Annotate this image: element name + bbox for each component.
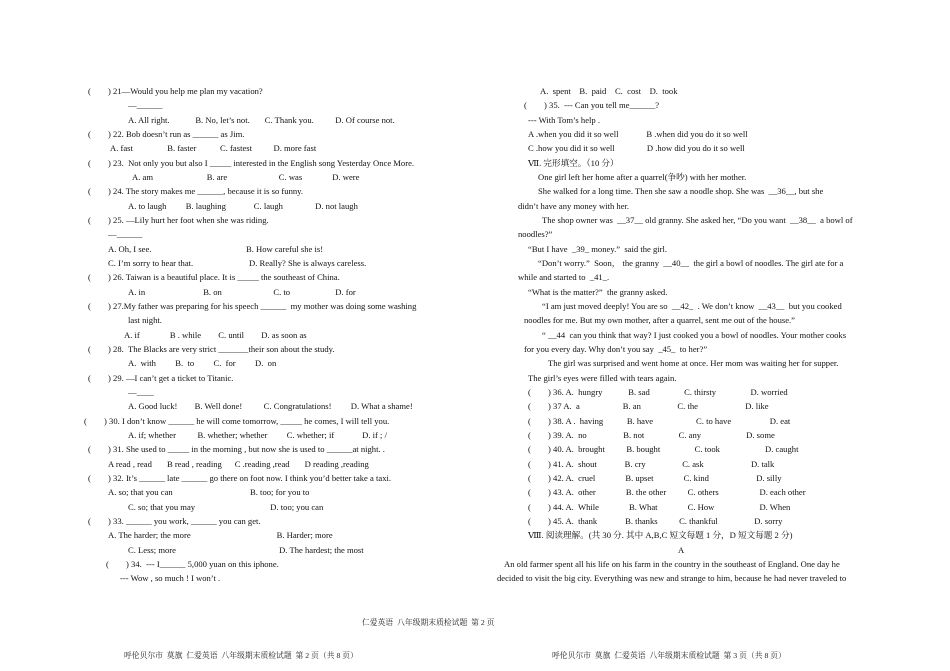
left-line-26: A read , read B read , reading C .reading ,read D reading ,reading bbox=[108, 459, 369, 469]
left-line-12: C. I’m sorry to hear that. D. Really? She is always careless. bbox=[108, 258, 367, 268]
left-line-21: —____ bbox=[128, 387, 154, 397]
left-line-5: ( ) 23. Not only you but also I _____ interested in the English song Yesterday Once More. bbox=[88, 158, 415, 168]
left-line-2: A. All right. B. No, let’s not. C. Thank you. D. Of course not. bbox=[128, 115, 395, 125]
right-line-3: A .when you did it so well B .when did you do it so well bbox=[528, 129, 748, 139]
right-line-24: ( ) 39. A. no B. not C. any D. some bbox=[528, 430, 775, 440]
right-line-10: noodles?” bbox=[518, 229, 553, 239]
left-line-6: A. am B. are C. was D. were bbox=[132, 172, 360, 182]
left-line-34: --- Wow , so much ! I won’t . bbox=[120, 573, 221, 583]
right-line-33: An old farmer spent all his life on his farm in the country in the southeast of England. One day he bbox=[504, 559, 840, 569]
footer-center-page-label: 仁爱英语 八年级期末质检试题 第 2 页 bbox=[362, 618, 495, 627]
right-line-27: ( ) 42. A. cruel B. upset C. kind D. silly bbox=[528, 473, 782, 483]
left-line-28: A. so; that you can B. too; for you to bbox=[108, 487, 310, 497]
left-line-14: A. in B. on C. to D. for bbox=[128, 287, 356, 297]
left-line-8: A. to laugh B. laughing C. laugh D. not laugh bbox=[128, 201, 358, 211]
right-line-11: “But I have _39_ money.” said the girl. bbox=[528, 244, 668, 254]
left-line-23: ( ) 30. I don’t know ______ he will come tomorrow, _____ he comes, I will tell you. bbox=[84, 416, 390, 426]
left-line-31: A. The harder; the more B. Harder; more bbox=[108, 530, 333, 540]
right-line-29: ( ) 44. A. While B. What C. How D. When bbox=[528, 502, 791, 512]
right-line-5: Ⅶ. 完形填空。（10 分） bbox=[528, 158, 619, 168]
left-line-20: ( ) 29. —I can’t get a ticket to Titanic. bbox=[88, 373, 234, 383]
right-line-0: A. spent B. paid C. cost D. took bbox=[540, 86, 678, 96]
footer-left-page-label: 呼伦贝尔市 莫旗 仁爱英语 八年级期末质检试题 第 2 页（共 8 页） bbox=[124, 651, 358, 660]
left-line-25: ( ) 31. She used to _____ in the morning , but now she is used to ______at night. . bbox=[88, 444, 385, 454]
left-line-17: A. if B . while C. until D. as soon as bbox=[124, 330, 307, 340]
right-line-25: ( ) 40. A. brought B. bought C. took D. caught bbox=[528, 444, 799, 454]
left-line-15: ( ) 27.My father was preparing for his speech ______ my mother was doing some washing bbox=[88, 301, 417, 311]
left-line-7: ( ) 24. The story makes me ______, because it is so funny. bbox=[88, 186, 304, 196]
right-line-32: A bbox=[678, 545, 685, 555]
right-line-15: “I am just moved deeply! You are so __42_ . We don’t know __43__ but you cooked bbox=[542, 301, 842, 311]
left-line-24: A. if; whether B. whether; whether C. whether; if D. if ; / bbox=[128, 430, 387, 440]
right-line-31: Ⅷ. 阅读理解。(共 30 分. 其中 A,B,C 短文每题 1 分，D 短文每题 2 分) bbox=[528, 530, 793, 540]
right-line-17: “ __44 can you think that way? I just cooked you a bowl of noodles. Your mother cooks bbox=[542, 330, 847, 340]
footer-right-page-label: 呼伦贝尔市 莫旗 仁爱英语 八年级期末质检试题 第 3 页（共 8 页） bbox=[552, 651, 786, 660]
right-line-34: decided to visit the big city. Everything was new and strange to him, because he had never traveled to bbox=[497, 573, 847, 583]
left-line-29: C. so; that you may D. too; you can bbox=[128, 502, 324, 512]
right-line-1: ( ) 35. --- Can you tell me______? bbox=[524, 100, 660, 110]
right-line-2: --- With Tom’s help . bbox=[528, 115, 601, 125]
right-line-19: The girl was surprised and went home at once. Her mom was waiting her for supper. bbox=[548, 358, 839, 368]
right-line-6: One girl left her home after a quarrel(争吵) with her mother. bbox=[538, 172, 747, 182]
left-line-0: ( ) 21—Would you help me plan my vacation? bbox=[88, 86, 263, 96]
right-line-9: The shop owner was __37__ old granny. She asked her, “Do you want __38__ a bowl of bbox=[542, 215, 853, 225]
left-line-18: ( ) 28. The Blacks are very strict _______their son about the study. bbox=[88, 344, 335, 354]
right-line-26: ( ) 41. A. shout B. cry C. ask D. talk bbox=[528, 459, 775, 469]
right-line-30: ( ) 45. A. thank B. thanks C. thankful D. sorry bbox=[528, 516, 783, 526]
left-line-32: C. Less; more D. The hardest; the most bbox=[128, 545, 364, 555]
left-line-11: A. Oh, I see. B. How careful she is! bbox=[108, 244, 324, 254]
right-line-8: didn’t have any money with her. bbox=[518, 201, 630, 211]
right-line-18: for you every day. Why don’t you say _45_ to her?” bbox=[524, 344, 708, 354]
left-line-10: —______ bbox=[108, 229, 143, 239]
left-line-9: ( ) 25. —Lily hurt her foot when she was riding. bbox=[88, 215, 269, 225]
right-line-22: ( ) 37 A. a B. an C. the D. like bbox=[528, 401, 769, 411]
right-line-7: She walked for a long time. Then she saw a noodle shop. She was __36__, but she bbox=[538, 186, 824, 196]
left-line-16: last night. bbox=[128, 315, 162, 325]
left-line-13: ( ) 26. Taiwan is a beautiful place. It is _____ the southeast of China. bbox=[88, 272, 340, 282]
left-line-3: ( ) 22. Bob doesn’t run as ______ as Jim. bbox=[88, 129, 245, 139]
right-line-21: ( ) 36. A. hungry B. sad C. thirsty D. worried bbox=[528, 387, 788, 397]
left-line-4: A. fast B. faster C. fastest D. more fast bbox=[110, 143, 317, 153]
right-line-20: The girl’s eyes were filled with tears again. bbox=[528, 373, 677, 383]
left-line-33: ( ) 34. --- I______ 5,000 yuan on this iphone. bbox=[106, 559, 279, 569]
left-line-19: A. with B. to C. for D. on bbox=[128, 358, 277, 368]
right-line-13: while and started to _41_. bbox=[518, 272, 610, 282]
right-line-23: ( ) 38. A . having B. have C. to have D. eat bbox=[528, 416, 791, 426]
right-line-4: C .how you did it so well D .how did you do it so well bbox=[528, 143, 745, 153]
left-line-30: ( ) 33. ______ you work, ______ you can get. bbox=[88, 516, 261, 526]
right-line-14: “What is the matter?” the granny asked. bbox=[528, 287, 668, 297]
left-line-22: A. Good luck! B. Well done! C. Congratulations! D. What a shame! bbox=[128, 401, 413, 411]
right-line-16: noodles for me. But my own mother, after a quarrel, sent me out of the house.” bbox=[524, 315, 796, 325]
right-line-28: ( ) 43. A. other B. the other C. others D. each other bbox=[528, 487, 806, 497]
left-line-27: ( ) 32. It’s ______ late ______ go there on foot now. I think you’d better take a taxi. bbox=[88, 473, 392, 483]
left-line-1: —______ bbox=[128, 100, 163, 110]
right-line-12: “Don’t worry.” Soon， the granny __40__ the girl a bowl of noodles. The girl ate for a bbox=[538, 258, 844, 268]
